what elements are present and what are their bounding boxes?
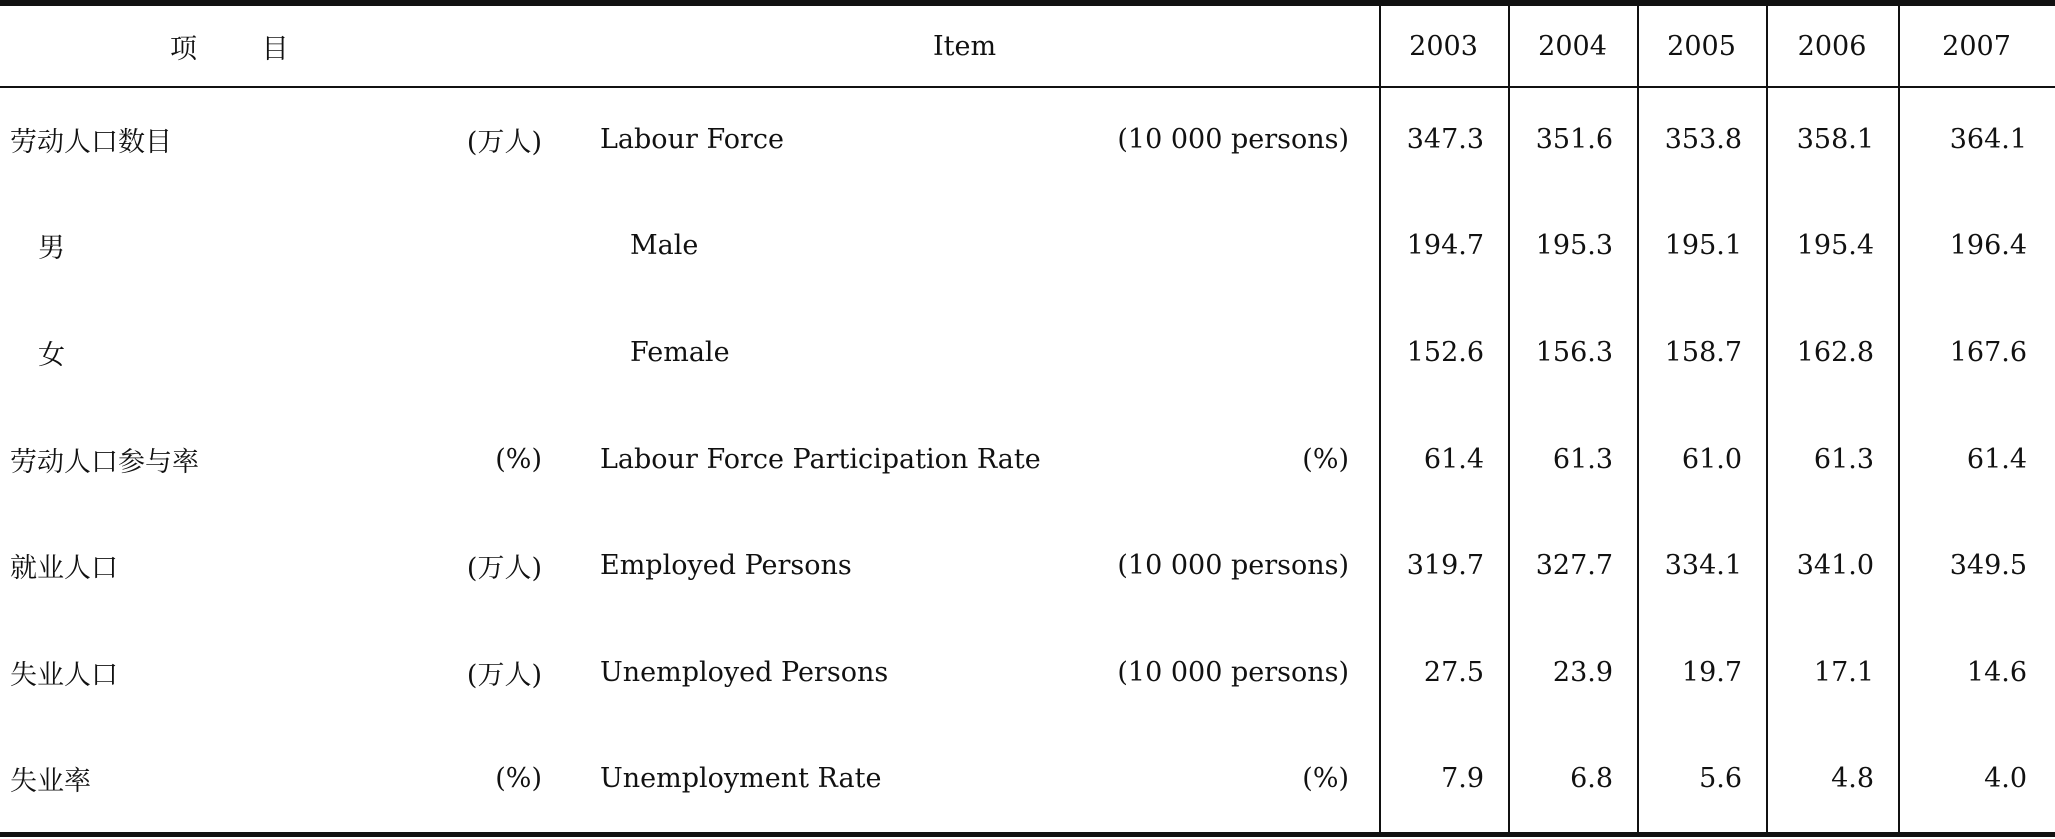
header-year: 2003 (1409, 30, 1478, 62)
cell-value: 364.1 (1949, 123, 2028, 155)
cell-value: 27.5 (1423, 656, 1485, 688)
header-item-english: Item (932, 30, 997, 62)
header-year: 2004 (1538, 30, 1607, 62)
row-label-english: Unemployed Persons (600, 656, 889, 688)
row-unit-chinese: (%) (495, 443, 542, 475)
row-label-chinese: 劳动人口数目 (10, 126, 172, 158)
table-row (0, 726, 2055, 833)
row-unit-english: (%) (1302, 763, 1350, 795)
table-row (0, 299, 2055, 406)
table-row (0, 512, 2055, 619)
cell-value: 347.3 (1406, 123, 1485, 155)
cell-value: 14.6 (1966, 656, 2028, 688)
row-unit-english (990, 193, 1379, 300)
row-label-chinese: 女 (38, 339, 65, 371)
cell-value: 195.3 (1535, 230, 1614, 262)
cell-value: 167.6 (1949, 336, 2028, 368)
row-unit-chinese: (%) (495, 763, 542, 795)
cell-value: 6.8 (1570, 763, 1614, 795)
row-label-english: Female (630, 336, 730, 368)
cell-value: 358.1 (1796, 123, 1875, 155)
row-label-english: Employed Persons (600, 550, 852, 582)
cell-value: 196.4 (1949, 230, 2028, 262)
cell-value: 7.9 (1441, 763, 1485, 795)
labour-statistics-table (0, 6, 2055, 832)
row-label-chinese: 就业人口 (10, 553, 118, 585)
cell-value: 351.6 (1535, 123, 1614, 155)
cell-value: 195.1 (1664, 230, 1743, 262)
cell-value: 158.7 (1664, 336, 1743, 368)
table-row (0, 86, 2055, 193)
cell-value: 152.6 (1406, 336, 1485, 368)
cell-value: 17.1 (1813, 656, 1875, 688)
cell-value: 156.3 (1535, 336, 1614, 368)
row-unit-english: (10 000 persons) (1117, 656, 1350, 688)
header-year: 2007 (1942, 30, 2011, 62)
header-year: 2005 (1667, 30, 1736, 62)
cell-value: 195.4 (1796, 230, 1875, 262)
row-unit-chinese (240, 299, 550, 406)
row-label-chinese: 失业人口 (10, 659, 118, 691)
row-unit-english: (%) (1302, 443, 1350, 475)
cell-value: 61.3 (1813, 443, 1875, 475)
cell-value: 319.7 (1406, 550, 1485, 582)
row-unit-chinese: (万人) (466, 126, 542, 158)
cell-value: 61.3 (1552, 443, 1614, 475)
cell-value: 5.6 (1699, 763, 1743, 795)
row-label-chinese: 劳动人口参与率 (10, 446, 199, 478)
table-row (0, 406, 2055, 513)
cell-value: 23.9 (1552, 656, 1614, 688)
cell-value: 334.1 (1664, 550, 1743, 582)
row-label-english: Unemployment Rate (600, 763, 882, 795)
table-bottom-rule (0, 832, 2055, 837)
row-unit-chinese: (万人) (466, 553, 542, 585)
row-label-english: Labour Force (600, 123, 784, 155)
cell-value: 341.0 (1796, 550, 1875, 582)
cell-value: 61.0 (1681, 443, 1743, 475)
table-row (0, 619, 2055, 726)
row-unit-chinese: (万人) (466, 659, 542, 691)
cell-value: 61.4 (1966, 443, 2028, 475)
header-year: 2006 (1797, 30, 1867, 62)
row-unit-chinese (240, 193, 550, 300)
row-label-english: Male (630, 230, 699, 262)
row-unit-english: (10 000 persons) (1117, 123, 1350, 155)
row-label-chinese: 失业率 (10, 766, 91, 798)
cell-value: 194.7 (1406, 230, 1485, 262)
row-label-english: Labour Force Participation Rate (600, 443, 1041, 475)
row-label-chinese: 男 (38, 233, 65, 265)
header-item-chinese: 项 目 (170, 33, 317, 65)
cell-value: 19.7 (1681, 656, 1743, 688)
cell-value: 4.8 (1831, 763, 1875, 795)
row-unit-english: (10 000 persons) (1117, 550, 1350, 582)
cell-value: 61.4 (1423, 443, 1485, 475)
cell-value: 4.0 (1984, 763, 2028, 795)
row-unit-english (990, 299, 1379, 406)
cell-value: 327.7 (1535, 550, 1614, 582)
table-row (0, 193, 2055, 300)
table-header-row (0, 6, 2055, 86)
cell-value: 349.5 (1949, 550, 2028, 582)
cell-value: 162.8 (1796, 336, 1875, 368)
cell-value: 353.8 (1664, 123, 1743, 155)
